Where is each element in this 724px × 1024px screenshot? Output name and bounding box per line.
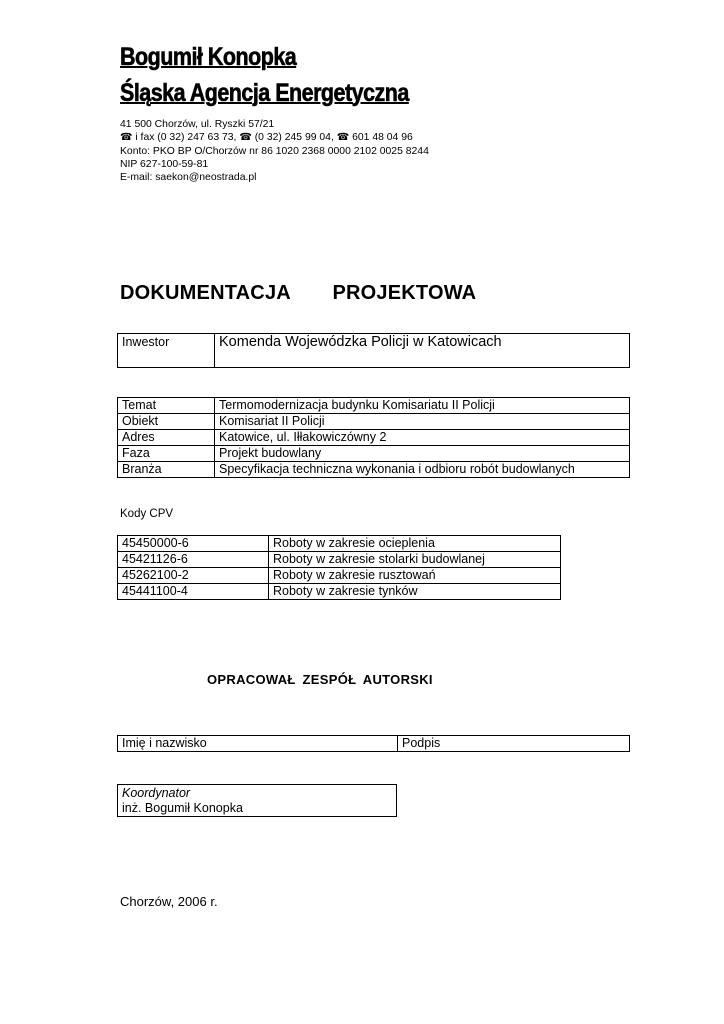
company-name: Śląska Agencja Energetyczna	[120, 79, 409, 107]
project-details-table	[117, 397, 630, 478]
document-title-word-1: DOKUMENTACJA	[120, 282, 291, 304]
row-value: Termomodernizacja budynku Komisariatu II Policji	[215, 398, 630, 414]
row-value: Projekt budowlany	[215, 446, 630, 462]
fax-number: i fax (0 32) 247 63 73,	[135, 132, 237, 144]
coordinator-name: inż. Bogumił Konopka	[118, 801, 397, 817]
cpv-label: Kody CPV	[120, 508, 174, 520]
signature-table	[117, 735, 630, 752]
table-row	[118, 446, 630, 462]
row-label: Temat	[118, 398, 215, 414]
cpv-description: Roboty w zakresie stolarki budowlanej	[269, 552, 561, 568]
row-label: Faza	[118, 446, 215, 462]
cpv-description: Roboty w zakresie tynków	[269, 584, 561, 600]
investor-label: Inwestor	[118, 334, 215, 368]
cpv-code: 45450000-6	[118, 536, 269, 552]
telephone-icon: ☎	[120, 132, 133, 144]
row-value: Specyfikacja techniczna wykonania i odbioru robót budowlanych	[215, 462, 630, 478]
contact-block	[120, 118, 429, 184]
document-title-word-2: PROJEKTOWA	[332, 282, 477, 304]
telephone-icon: ☎	[336, 132, 350, 144]
author-team-heading: OPRACOWAŁ ZESPÓŁ AUTORSKI	[207, 672, 433, 687]
address-line: 41 500 Chorzów, ul. Ryszki 57/21	[120, 119, 275, 130]
table-row	[118, 568, 561, 584]
phone-number-2: (0 32) 245 99 04,	[254, 132, 334, 144]
cpv-code: 45441100-4	[118, 584, 269, 600]
row-value: Komisariat II Policji	[215, 414, 630, 430]
signature-column-header: Podpis	[398, 736, 630, 752]
table-row	[118, 536, 561, 552]
nip-line: NIP 627-100-59-81	[120, 158, 209, 170]
row-value: Katowice, ul. Iłłakowiczówny 2	[215, 430, 630, 446]
coordinator-role: Koordynator	[118, 785, 397, 802]
table-row	[118, 430, 630, 446]
name-column-header: Imię i nazwisko	[118, 736, 398, 752]
table-row	[118, 584, 561, 600]
cpv-table	[117, 535, 561, 600]
investor-table	[117, 333, 630, 368]
document-title	[120, 282, 476, 305]
row-label: Obiekt	[118, 414, 215, 430]
table-row	[118, 414, 630, 430]
cpv-code: 45421126-6	[118, 552, 269, 568]
table-row	[118, 552, 561, 568]
bank-account-line: Konto: PKO BP O/Chorzów nr 86 1020 2368 0000 2102 0025 8244	[120, 145, 429, 157]
row-label: Adres	[118, 430, 215, 446]
cpv-code: 45262100-2	[118, 568, 269, 584]
phone-number-3: 601 48 04 96	[352, 132, 413, 144]
table-row	[118, 462, 630, 478]
email-line: E-mail: saekon@neostrada.pl	[120, 172, 257, 184]
phone-line	[120, 131, 429, 144]
row-label: Branża	[118, 462, 215, 478]
coordinator-table	[117, 784, 397, 817]
place-and-date: Chorzów, 2006 r.	[120, 894, 218, 909]
telephone-icon: ☎	[239, 132, 252, 144]
author-name: Bogumił Konopka	[120, 43, 297, 71]
table-row	[118, 398, 630, 414]
investor-value: Komenda Wojewódzka Policji w Katowicach	[215, 334, 630, 368]
cpv-description: Roboty w zakresie ocieplenia	[269, 536, 561, 552]
cpv-description: Roboty w zakresie rusztowań	[269, 568, 561, 584]
